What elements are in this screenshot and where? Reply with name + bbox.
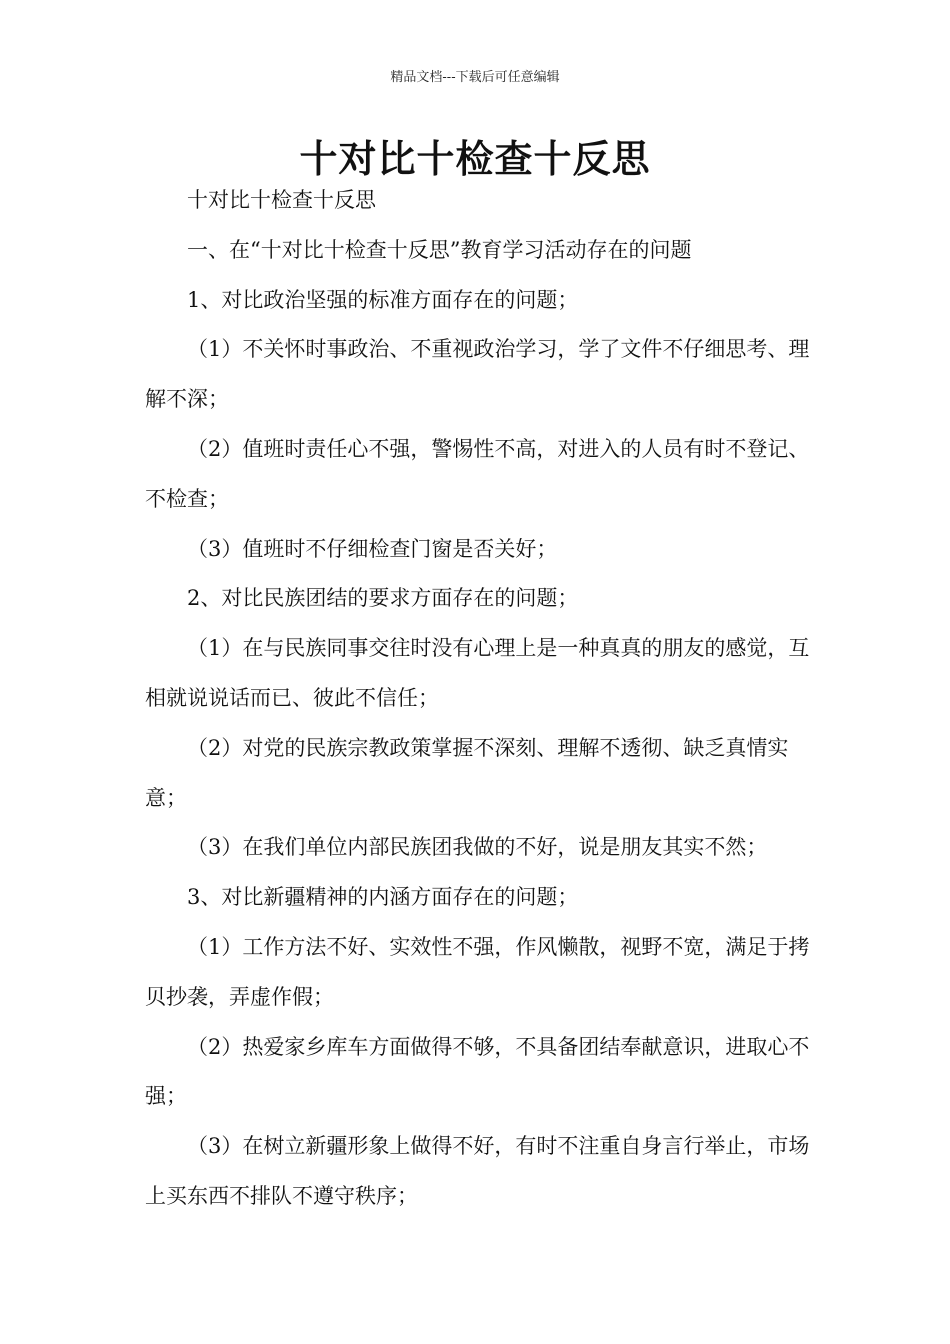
list-item: （2）值班时责任心不强，警惕性不高，对进入的人员有时不登记、不检查； [145,436,810,511]
section-heading: 一、在“十对比十检查十反思”教育学习活动存在的问题 [187,237,692,262]
list-item: （2）对党的民族宗教政策掌握不深刻、理解不透彻、缺乏真情实意； [145,735,789,810]
list-item: （1）工作方法不好、实效性不强，作风懒散，视野不宽，满足于拷贝抄袭，弄虚作假； [145,934,810,1009]
header-note: 精品文档---下载后可任意编辑 [390,70,560,85]
item-heading: 2、对比民族团结的要求方面存在的问题； [187,586,579,611]
item-heading: 1、对比政治坚强的标准方面存在的问题； [187,287,579,312]
page-title: 十对比十检查十反思 [299,137,651,181]
list-item: （1）不关怀时事政治、不重视政治学习，学了文件不仔细思考、理解不深； [145,337,810,412]
document-body [145,176,825,1222]
list-item: （2）热爱家乡库车方面做得不够，不具备团结奉献意识，进取心不强； [145,1034,810,1109]
subtitle-paragraph: 十对比十检查十反思 [187,188,376,212]
list-item: （3）在树立新疆形象上做得不好，有时不注重自身言行举止，市场上买东西不排队不遵守秩序； [145,1134,810,1208]
item-heading: 3、对比新疆精神的内涵方面存在的问题； [187,885,579,910]
list-item: （3）在我们单位内部民族团我做的不好，说是朋友其实不然； [187,835,768,860]
list-item: （3）值班时不仔细检查门窗是否关好； [187,536,558,561]
list-item: （1）在与民族同事交往时没有心理上是一种真真的朋友的感觉，互相就说说话而已、彼此不信任； [145,636,810,710]
